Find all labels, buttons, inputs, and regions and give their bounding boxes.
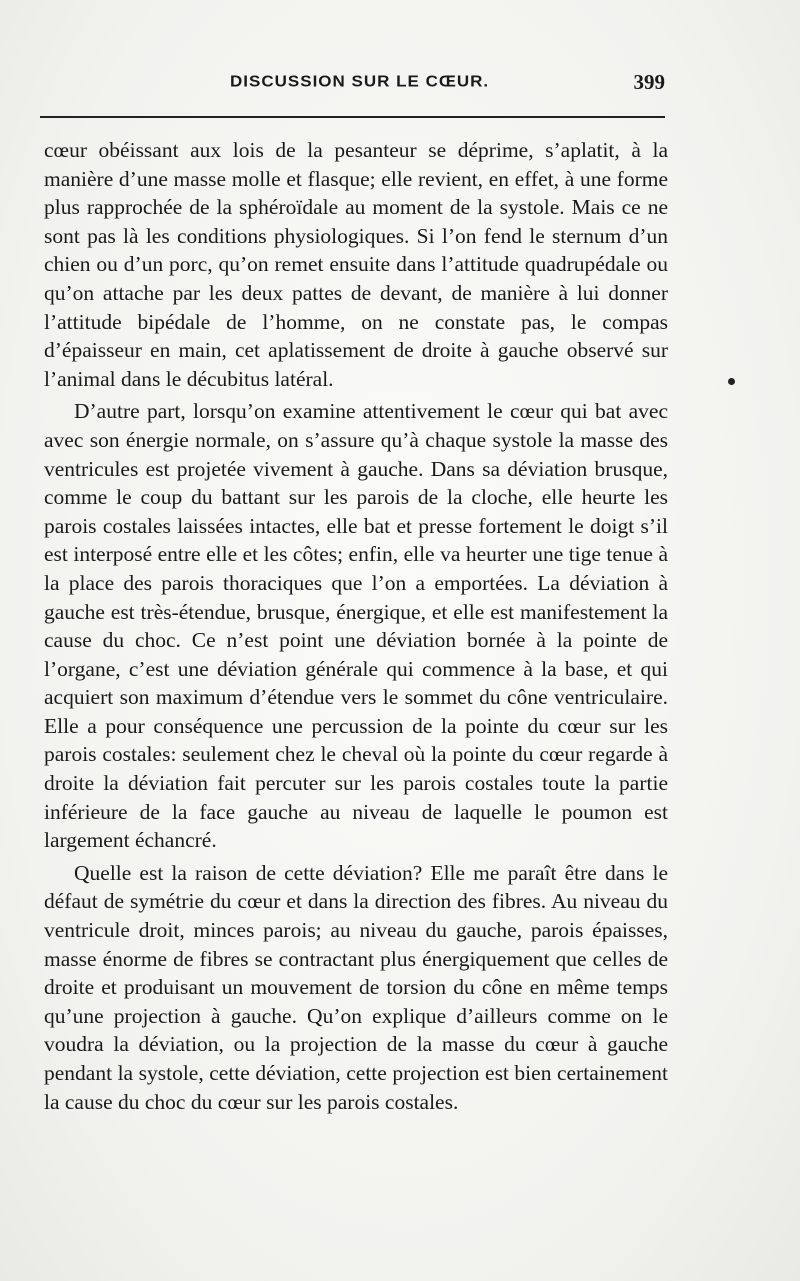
margin-ink-dot [728, 378, 735, 385]
header-rule [40, 116, 665, 118]
page-number: 399 [633, 70, 665, 94]
running-head [40, 72, 665, 102]
paragraph-1: cœur obéissant aux lois de la pesanteur se déprime, s’aplatit, à la manière d’une masse molle et flasque; elle revient, en effet, à une forme plus rapprochée de la sphéroïdale au moment de la systole. Mais ce ne sont pas là les conditions physiologiques. Si l’on fend le sternum d’un chien ou d’un porc, qu’on remet ensuite dans l’attitude quadrupédale ou qu’on attache par les deux pattes de devant, de manière à lui donner l’attitude bipédale de l’homme, on ne constate pas, le compas d’épaisseur en main, cet aplatissement de droite à gauche observé sur l’animal dans le décubitus latéral. [44, 138, 668, 391]
running-title: DISCUSSION SUR LE CŒUR. [230, 72, 490, 91]
paragraph-2: D’autre part, lorsqu’on examine attentivement le cœur qui bat avec avec son énergie normale, on s’assure qu’à chaque systole la masse des ventricules est projetée vivement à gauche. Dans sa déviation brusque, comme le coup du battant sur les parois de la cloche, elle heurte les parois costales laissées intactes, elle bat et presse fortement le doigt s’il est interposé entre elle et les côtes; enfin, elle va heurter une tige tenue à la place des parois thoraciques que l’on a emportées. La déviation à gauche est très-étendue, brusque, énergique, et elle est manifestement la cause du choc. Ce n’est point une déviation bornée à la pointe de l’organe, c’est une déviation générale qui commence à la base, et qui acquiert son maximum d’étendue vers le sommet du cône ventriculaire. Elle a pour conséquence une percussion de la pointe du cœur sur les parois costales: seulement chez le cheval où la pointe du cœur regarde à droite la déviation fait percuter sur les parois costales toute la partie inférieure de la face gauche au niveau de laquelle le poumon est largement échancré. [44, 399, 668, 853]
body-text [44, 136, 668, 1116]
paragraph-3: Quelle est la raison de cette déviation? Elle me paraît être dans le défaut de symétrie du cœur et dans la direction des fibres. Au niveau du ventricule droit, minces parois; au niveau du gauche, parois épaisses, masse énorme de fibres se contractant plus énergiquement que celles de droite et produisant un mouvement de torsion du cône en même temps qu’une projection à gauche. Qu’on explique d’ailleurs comme on le voudra la déviation, ou la projection de la masse du cœur à gauche pendant la systole, cette déviation, cette projection est bien certainement la cause du choc du cœur sur les parois costales. [44, 860, 668, 1114]
